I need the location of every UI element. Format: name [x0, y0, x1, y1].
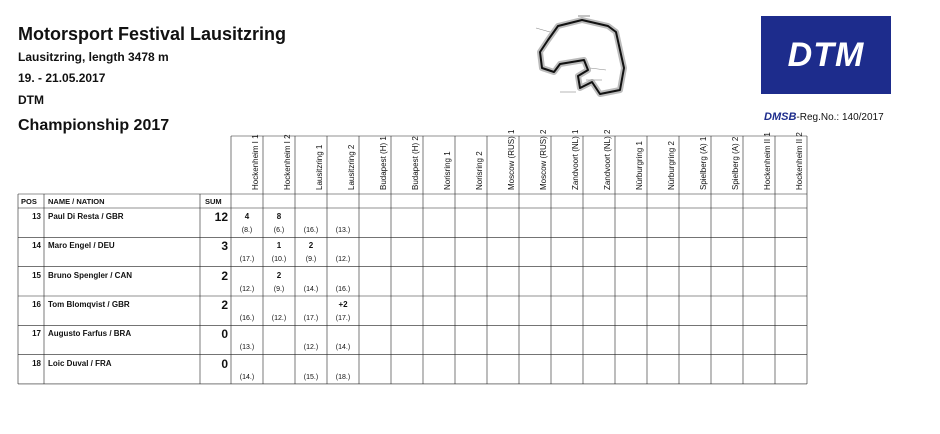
race-header: Norisring 1 — [443, 151, 452, 190]
race-finish: (9.) — [273, 285, 285, 293]
race-points: 4 — [244, 212, 250, 221]
series-name: DTM — [18, 93, 44, 107]
col-header-pos: POS — [21, 197, 37, 206]
race-finish: (12.) — [239, 285, 255, 293]
race-header: Nürburgring 1 — [635, 141, 644, 190]
race-header: Zandvoort (NL) 2 — [603, 129, 612, 190]
race-points: +2 — [338, 299, 348, 309]
race-finish: (16.) — [303, 227, 319, 234]
dtm-logo: DTM — [761, 16, 891, 94]
row-position: 18 — [32, 358, 41, 368]
row-position: 14 — [32, 241, 41, 251]
venue-length: Lausitzring, length 3478 m — [18, 50, 169, 64]
race-finish: (17.) — [239, 256, 255, 264]
race-header: Nürburgring 2 — [667, 141, 676, 190]
row-position: 17 — [32, 329, 41, 339]
championship-title: Championship 2017 — [18, 117, 170, 134]
event-dates: 19. - 21.05.2017 — [18, 71, 106, 85]
row-sum: 2 — [221, 268, 228, 283]
race-header: Spielberg (A) 1 — [699, 136, 708, 190]
col-header-sum: SUM — [205, 197, 222, 206]
event-title: Motorsport Festival Lausitzring — [18, 24, 287, 44]
race-finish: (9.) — [305, 256, 317, 264]
race-header: Moscow (RUS) 1 — [507, 129, 516, 190]
driver-name: Tom Blomqvist / GBR — [48, 299, 130, 309]
race-finish: (13.) — [335, 227, 351, 234]
row-sum: 0 — [221, 356, 228, 371]
race-finish: (14.) — [303, 285, 319, 293]
race-finish: (6.) — [273, 227, 285, 234]
race-finish: (14.) — [335, 344, 351, 352]
race-finish: (17.) — [335, 314, 351, 322]
race-header: Budapest (H) 1 — [379, 136, 388, 190]
race-points: 2 — [276, 270, 282, 280]
row-position: 15 — [32, 270, 41, 280]
driver-name: Loic Duval / FRA — [48, 358, 112, 368]
race-header: Zandvoort (NL) 1 — [571, 129, 580, 190]
row-sum: 0 — [221, 327, 228, 342]
race-header: Hockenheim I 1 — [251, 134, 260, 190]
race-header: Lausitzring 1 — [315, 144, 324, 190]
race-finish: (18.) — [335, 373, 351, 381]
driver-name: Paul Di Resta / GBR — [48, 212, 124, 221]
row-sum: 3 — [221, 239, 228, 254]
race-finish: (13.) — [239, 344, 255, 352]
race-header: Hockenheim I 2 — [283, 134, 292, 190]
row-position: 16 — [32, 299, 41, 309]
race-finish: (16.) — [239, 314, 255, 322]
race-finish: (14.) — [239, 373, 255, 381]
registration-text: -Reg.No.: 140/2017 — [796, 112, 884, 123]
race-header: Moscow (RUS) 2 — [539, 129, 548, 190]
driver-name: Maro Engel / DEU — [48, 241, 115, 251]
race-points: 2 — [308, 241, 314, 251]
row-sum: 12 — [214, 210, 228, 224]
race-header: Budapest (H) 2 — [411, 136, 420, 190]
race-finish: (16.) — [335, 285, 351, 293]
race-finish: (17.) — [303, 314, 319, 322]
race-finish: (8.) — [241, 227, 253, 234]
race-finish: (12.) — [303, 344, 319, 352]
race-finish: (12.) — [271, 314, 287, 322]
row-sum: 2 — [221, 297, 228, 312]
race-finish: (12.) — [335, 256, 351, 264]
race-header: Hockenheim II 2 — [795, 132, 804, 190]
race-header: Norisring 2 — [475, 151, 484, 190]
driver-name: Bruno Spengler / CAN — [48, 270, 133, 280]
col-header-name: NAME / NATION — [48, 197, 105, 206]
race-header: Spielberg (A) 2 — [731, 136, 740, 190]
race-header: Lausitzring 2 — [347, 144, 356, 190]
race-header: Hockenheim II 1 — [763, 132, 772, 190]
race-finish: (15.) — [303, 373, 319, 381]
race-points: 8 — [276, 212, 282, 221]
driver-name: Augusto Farfus / BRA — [48, 329, 132, 339]
race-finish: (10.) — [271, 256, 287, 264]
race-points: 1 — [276, 241, 282, 251]
dmsb-brand: DMSB — [764, 111, 797, 123]
row-position: 13 — [32, 212, 41, 221]
